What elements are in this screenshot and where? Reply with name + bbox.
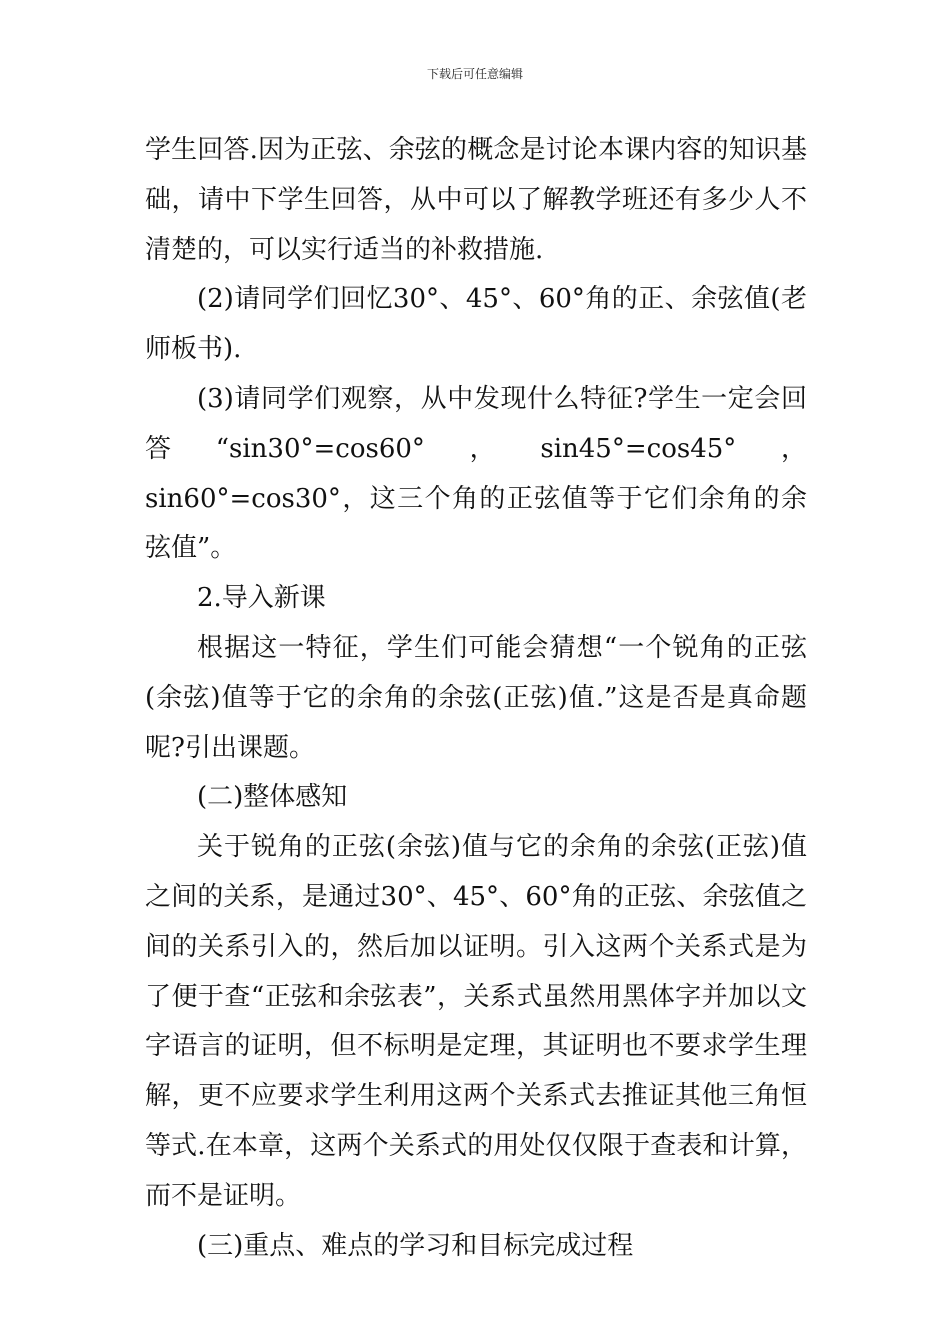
page-header: 下载后可任意编辑	[426, 67, 523, 81]
paragraph-recall-values: (2)请同学们回忆30°、45°、60°角的正、余弦值(老师板书).	[145, 284, 807, 365]
paragraph-observe-feature: (3)请同学们观察，从中发现什么特征?学生一定会回答“sin30°=cos60°，sin45°=cos45°，sin60°=cos30°，这三个角的正弦值等于它们余角的余弦值”。	[145, 383, 807, 564]
document-body	[145, 126, 807, 1271]
heading-key-points: (三)重点、难点的学习和目标完成过程	[197, 1230, 634, 1261]
paragraph-conjecture: 根据这一特征，学生们可能会猜想“一个锐角的正弦(余弦)值等于它的余角的余弦(正弦)值.”这是否是真命题呢?引出课题。	[145, 632, 807, 763]
paragraph-relationship-explanation: 关于锐角的正弦(余弦)值与它的余角的余弦(正弦)值之间的关系，是通过30°、45°、60°角的正弦、余弦值之间的关系引入的，然后加以证明。引入这两个关系式是为了便于查“正弦和余弦表”，关系式虽然用黑体字并加以文字语言的证明，但不标明是定理，其证明也不要求学生理解，更不应要求学生利用这两个关系式去推证其他三角恒等式.在本章，这两个关系式的用处仅仅限于查表和计算，而不是证明。	[145, 832, 807, 1211]
heading-overall-perception: (二)整体感知	[197, 782, 348, 813]
paragraph-student-answer: 学生回答.因为正弦、余弦的概念是讨论本课内容的知识基础，请中下学生回答，从中可以了解教学班还有多少人不清楚的，可以实行适当的补救措施.	[145, 135, 807, 265]
heading-introduce-lesson: 2.导入新课	[197, 583, 326, 614]
